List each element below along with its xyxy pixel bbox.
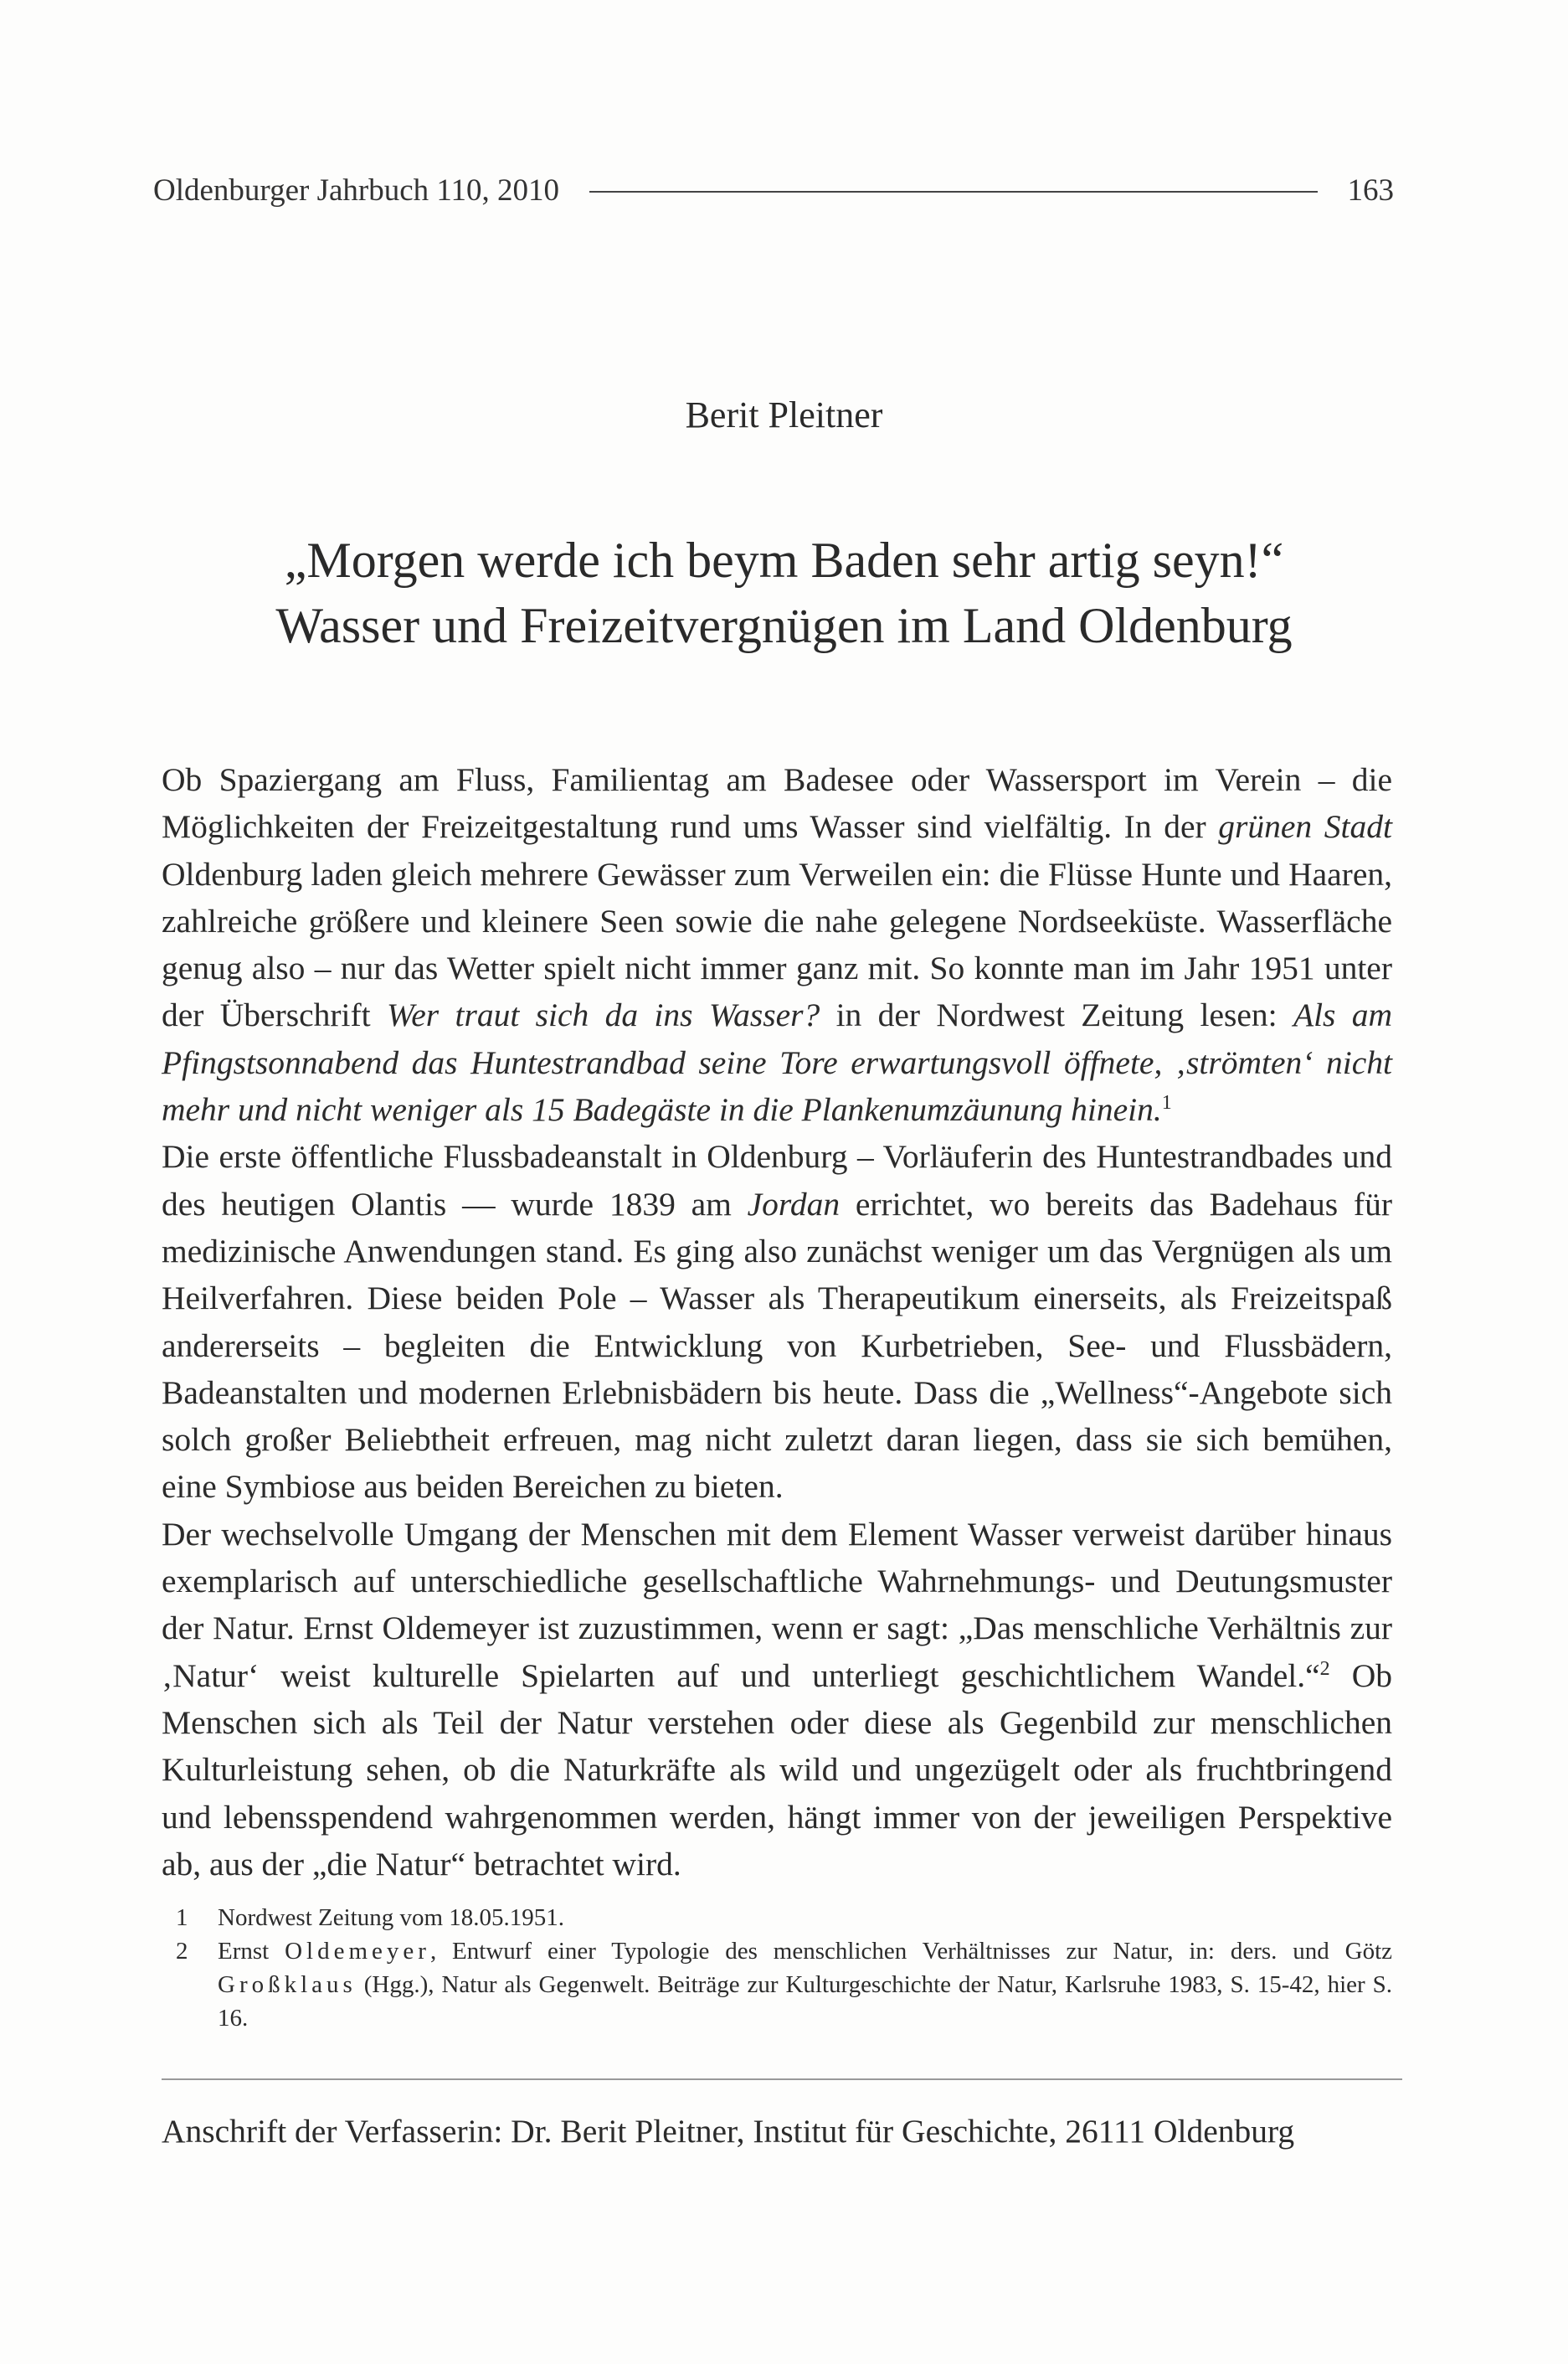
running-head	[153, 172, 1394, 209]
page-number: 163	[1347, 173, 1394, 208]
paragraph-1-text-b: Oldenburg laden gleich mehrere Gewässer zum Verweilen ein: die Flüsse Hunte und Haaren, zahlreiche größere und kleinere Seen sowie die nahe gelegene Nordseeküste. Wasserfläche genug also – nur das Wetter spielt nicht immer ganz mit. So konnte man im Jahr 1951 unter der Überschrift	[162, 855, 1392, 1034]
paragraph-1-italic-b: Wer traut sich da ins Wasser?	[386, 997, 820, 1034]
paragraph-3	[162, 1511, 1392, 1888]
footnote-2-editor-name: Großklaus	[218, 1971, 357, 1998]
paragraph-1	[162, 756, 1392, 1133]
footnote-2-text-a: Ernst	[218, 1938, 285, 1965]
bottom-rule	[162, 2078, 1402, 2080]
footnote-ref-2[interactable]: 2	[1319, 1657, 1330, 1680]
title-line-1: „Morgen werde ich beym Baden sehr artig seyn!“	[284, 533, 1284, 588]
title-line-2: Wasser und Freizeitvergnügen im Land Oldenburg	[275, 598, 1293, 653]
footnote-number: 1	[176, 1904, 188, 1931]
paragraph-1-text-c: in der Nordwest Zeitung lesen:	[820, 997, 1293, 1034]
footnote-ref-1[interactable]: 1	[1161, 1091, 1172, 1114]
journal-title: Oldenburger Jahrbuch 110, 2010	[153, 173, 560, 208]
footnote-2	[176, 1934, 1392, 2035]
footnote-2-author-name: Oldemeyer	[285, 1938, 430, 1965]
article-author: Berit Pleitner	[685, 394, 883, 435]
paragraph-1-italic-a: grünen Stadt	[1218, 808, 1392, 846]
paragraph-1-text-a: Ob Spaziergang am Fluss, Familientag am Badesee oder Wassersport im Verein – die Möglichkeiten der Freizeitgestaltung rund ums Wasser sind vielfältig. In der	[162, 761, 1392, 846]
article-body	[162, 756, 1392, 1888]
footnote-text	[218, 1934, 1392, 2035]
paragraph-3-text-a: Der wechselvolle Umgang der Menschen mit dem Element Wasser verweist darüber hinaus exemplarisch auf unterschiedliche gesellschaftliche Wahrnehmungs- und Deutungsmuster der Natur. Ernst Oldemeyer ist zuzustimmen, wenn er sagt: „Das menschliche Verhältnis zur ‚Natur‘ weist kulturelle Spielarten auf und unterliegt geschichtlichem Wandel.“	[162, 1515, 1392, 1694]
header-rule	[589, 191, 1317, 193]
footnote-1	[176, 1901, 1392, 1934]
footnotes	[176, 1901, 1392, 2035]
paragraph-2-text-b: errichtet, wo bereits das Badehaus für medizinische Anwendungen stand. Es ging also zunächst weniger um das Vergnügen als um Heilverfahren. Diese beiden Pole – Wasser als Therapeutikum einerseits, als Freizeitspaß andererseits – begleiten die Entwicklung von Kurbetrieben, See- und Flussbädern, Badeanstalten und modernen Erlebnisbädern bis heute. Dass die „Wellness“-Angebote sich solch großer Beliebtheit erfreuen, mag nicht zuletzt daran liegen, dass sie sich bemühen, eine Symbiose aus beiden Bereichen zu bieten.	[162, 1185, 1392, 1506]
footnote-2-text-c: (Hgg.), Natur als Gegenwelt. Beiträge zur Kulturgeschichte der Natur, Karlsruhe 1983, S. 15-42, hier S. 16.	[218, 1971, 1392, 2032]
footnote-2-text-b: , Entwurf einer Typologie des menschlichen Verhältnisses zur Natur, in: ders. und Götz	[429, 1938, 1392, 1965]
paragraph-3-text-b: Ob Menschen sich als Teil der Natur verstehen oder diese als Gegenbild zur menschlichen Kulturleistung sehen, ob die Naturkräfte als wild und ungezügelt oder als fruchtbringend und lebensspendend wahrgenommen werden, hängt immer von der jeweiligen Perspektive ab, aus der „die Natur“ betrachtet wird.	[162, 1656, 1392, 1882]
footnote-number: 2	[176, 1938, 188, 1965]
paragraph-2-italic: Jordan	[747, 1185, 841, 1223]
author-address: Anschrift der Verfasserin: Dr. Berit Pleitner, Institut für Geschichte, 26111 Oldenburg	[162, 2113, 1295, 2150]
article-title	[0, 528, 1568, 658]
paragraph-1-quote: Als am Pfingstsonnabend das Huntestrandbad seine Tore erwartungsvoll öffnete, ‚strömten‘ nicht mehr und nicht weniger als 15 Badegäste in die Plankenumzäunung hinein.	[162, 997, 1393, 1129]
paragraph-2	[162, 1133, 1392, 1510]
paragraph-2-text-a: Die erste öffentliche Flussbadeanstalt in Oldenburg – Vorläuferin des Huntestrandbades und des heutigen Olantis — wurde 1839 am	[162, 1138, 1392, 1223]
footnote-text: Nordwest Zeitung vom 18.05.1951.	[218, 1904, 565, 1931]
